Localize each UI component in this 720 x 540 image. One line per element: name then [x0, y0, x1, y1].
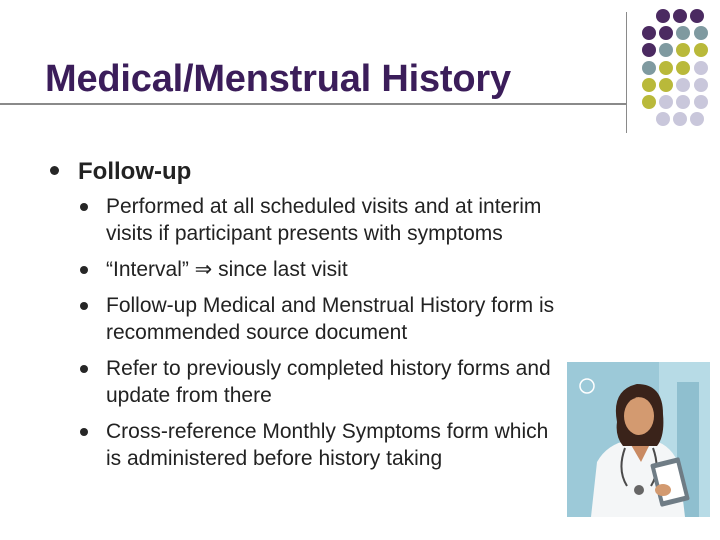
- decorative-dot: [676, 78, 690, 92]
- title-divider: [0, 103, 626, 105]
- decorative-dot: [690, 9, 704, 23]
- decorative-dot: [642, 78, 656, 92]
- sub-bullet-text: Follow-up Medical and Menstrual History form is recommended source document: [106, 294, 555, 344]
- bullet-icon: [80, 203, 88, 211]
- bullet-icon: [80, 266, 88, 274]
- sub-bullet-text: “Interval” ⇒ since last visit: [106, 258, 348, 281]
- decorative-dot: [659, 95, 673, 109]
- bullet-icon: [50, 166, 59, 175]
- decorative-dot: [659, 61, 673, 75]
- slide-title: Medical/Menstrual History: [45, 58, 511, 100]
- vertical-rule: [626, 12, 627, 133]
- sub-bullet-item: [80, 418, 560, 472]
- decorative-dot: [673, 9, 687, 23]
- sub-bullet-item: [80, 355, 560, 409]
- decorative-dot: [676, 43, 690, 57]
- decorative-dot: [656, 9, 670, 23]
- decorative-dot: [694, 26, 708, 40]
- doctor-clipart-icon: [567, 362, 710, 517]
- decorative-dot: [694, 43, 708, 57]
- decorative-dot: [676, 95, 690, 109]
- decorative-dot: [642, 61, 656, 75]
- sub-bullet-text: Refer to previously completed history forms and update from there: [106, 357, 551, 407]
- sub-bullet-item: [80, 292, 560, 346]
- decorative-dot: [676, 61, 690, 75]
- decorative-dot: [659, 78, 673, 92]
- main-bullet-text: Follow-up: [78, 158, 192, 185]
- bullet-icon: [80, 365, 88, 373]
- sub-bullet-item: [80, 256, 560, 283]
- decorative-dot: [694, 61, 708, 75]
- decorative-dot: [676, 26, 690, 40]
- decorative-dot: [673, 112, 687, 126]
- sub-bullet-text: Performed at all scheduled visits and at interim visits if participant presents with symptoms: [106, 195, 542, 245]
- decorative-dot: [642, 95, 656, 109]
- decorative-dot: [642, 43, 656, 57]
- bullet-icon: [80, 428, 88, 436]
- decorative-dot: [642, 26, 656, 40]
- sub-bullet-item: [80, 193, 560, 247]
- sub-bullet-list: [80, 193, 560, 481]
- decorative-dot: [656, 112, 670, 126]
- decorative-dot: [659, 43, 673, 57]
- decorative-dot: [659, 26, 673, 40]
- sub-bullet-text: Cross-reference Monthly Symptoms form which is administered before history taking: [106, 420, 549, 470]
- decorative-dot: [694, 95, 708, 109]
- bullet-icon: [80, 302, 88, 310]
- decorative-dot: [690, 112, 704, 126]
- decorative-dot: [694, 78, 708, 92]
